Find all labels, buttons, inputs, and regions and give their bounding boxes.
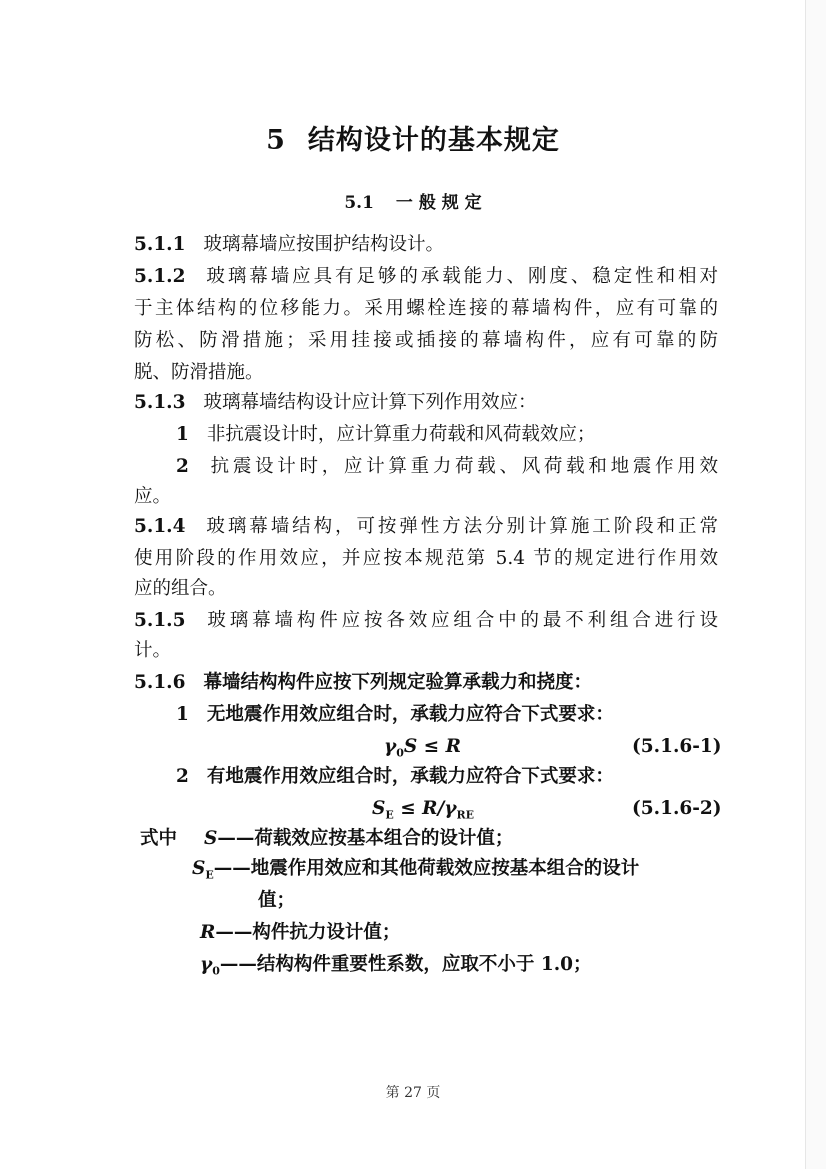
clause-5-1-4-line-1: 5.1.4 玻璃幕墙结构，可按弹性方法分别计算施工阶段和正常 xyxy=(134,516,718,537)
definition-s: S——荷载效应按基本组合的设计值； xyxy=(204,828,514,849)
clause-5-1-3-item-2-line-1: 2 抗震设计时，应计算重力荷载、风荷载和地震作用效 xyxy=(176,456,718,477)
clause-5-1-4-line-2: 使用阶段的作用效应，并应按本规范第 5.4 节的规定进行作用效 xyxy=(134,548,718,569)
clause-5-1-1: 5.1.1 玻璃幕墙应按围护结构设计。 xyxy=(134,234,445,255)
clause-5-1-6-item-1: 1 无地震作用效应组合时，承载力应符合下式要求： xyxy=(176,704,614,725)
clause-5-1-2-line-4: 脱、防滑措施。 xyxy=(134,362,264,383)
chapter-title-text: 结构设计的基本规定 xyxy=(307,125,560,156)
definition-r: R——构件抗力设计值； xyxy=(200,922,401,943)
page-number: 第 27 页 xyxy=(385,1085,441,1101)
section-title xyxy=(0,188,826,213)
formula-number-5-1-6-1: (5.1.6-1) xyxy=(632,736,722,757)
chapter-number: 5 xyxy=(266,125,286,156)
clause-5-1-6-item-2: 2 有地震作用效应组合时，承载力应符合下式要求： xyxy=(176,766,614,787)
clause-5-1-2-line-1: 5.1.2 玻璃幕墙应具有足够的承载能力、刚度、稳定性和相对 xyxy=(134,266,718,287)
page-right-edge xyxy=(805,0,826,1169)
clause-5-1-2-line-2: 于主体结构的位移能力。采用螺栓连接的幕墙构件，应有可靠的 xyxy=(134,298,718,319)
chapter-title xyxy=(0,118,826,157)
formula-5-1-6-1: $\gamma_0S \le R$ xyxy=(384,736,461,760)
clause-5-1-3-item-1: 1 非抗震设计时，应计算重力荷载和风荷载效应； xyxy=(176,424,596,445)
section-number: 5.1 xyxy=(344,193,374,213)
section-title-text: 一 般 规 定 xyxy=(395,193,482,213)
clause-5-1-4-line-3: 应的组合。 xyxy=(134,578,227,599)
clause-5-1-6: 5.1.6 幕墙结构构件应按下列规定验算承载力和挠度： xyxy=(134,672,593,693)
definition-gamma0: $\gamma_0——$结构构件重要性系数，应取不小于 1.0； xyxy=(200,954,592,978)
clause-5-1-5-line-1: 5.1.5 玻璃幕墙构件应按各效应组合中的最不利组合进行设 xyxy=(134,610,718,631)
formula-5-1-6-2: $S_E \le R/\gamma_{RE}$ xyxy=(372,798,475,822)
formula-number-5-1-6-2: (5.1.6-2) xyxy=(632,798,722,819)
definition-se-line-2: 值； xyxy=(258,890,296,911)
definitions-lead: 式中 xyxy=(140,828,178,849)
definition-se: $S_E——$地震作用效应和其他荷载效应按基本组合的设计 xyxy=(192,858,640,882)
clause-5-1-5-line-2: 计。 xyxy=(134,640,172,661)
clause-5-1-3-item-2-line-2: 应。 xyxy=(134,486,172,507)
clause-5-1-3: 5.1.3 玻璃幕墙结构设计应计算下列作用效应： xyxy=(134,392,537,413)
clause-5-1-2-line-3: 防松、防滑措施；采用挂接或插接的幕墙构件，应有可靠的防 xyxy=(134,330,718,351)
